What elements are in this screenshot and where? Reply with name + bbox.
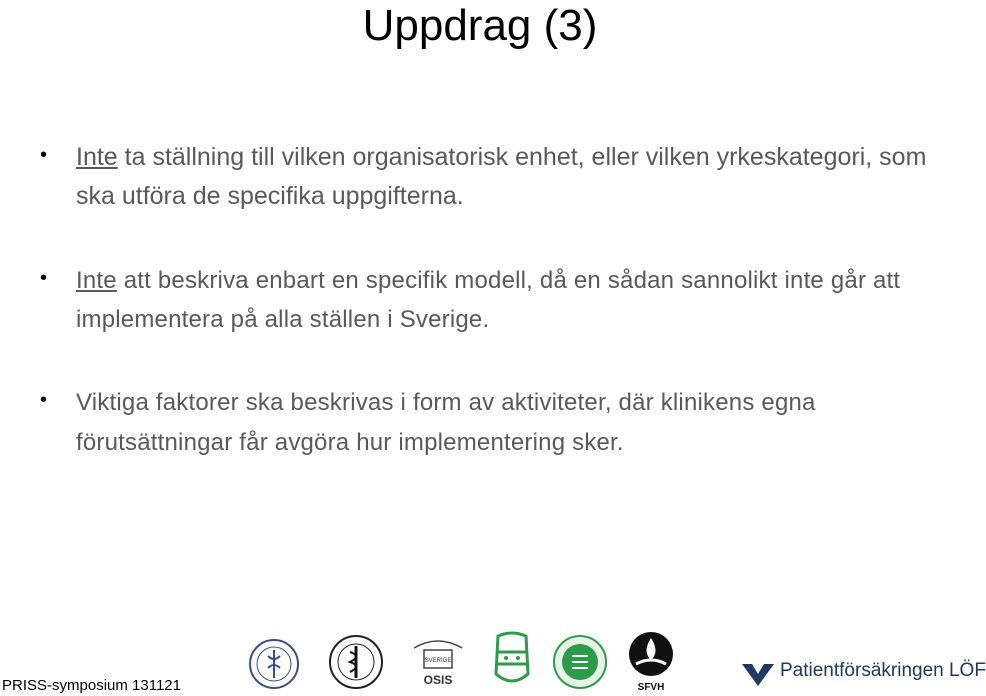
sfvh-label: SFVH: [637, 682, 665, 693]
patientforsakringen-logo: [740, 662, 776, 688]
bullet-dot-icon: •: [40, 389, 48, 411]
bullet-list: [40, 138, 930, 463]
osis-label: OSIS: [423, 673, 453, 687]
green-society-logo: [552, 634, 608, 690]
bullet-text: ta ställning till vilken organisatorisk enhet, eller vilken yrkeskategori, som ska utföra de specifika uppgifterna.: [76, 143, 927, 210]
bullet-item-1: [40, 138, 930, 216]
footer-text: PRISS-symposium 131121: [2, 677, 181, 694]
bullet-underlined-word: Inte: [76, 267, 117, 294]
osis-sverige-label: SVERIGE: [424, 658, 452, 664]
bullet-text: Viktiga faktorer ska beskrivas i form av aktiviteter, där klinikens egna förutsättningar får avgöra hur implementering sker.: [76, 389, 816, 456]
osis-logo: [408, 634, 468, 690]
sfvh-logo: [626, 630, 676, 692]
bullet-underlined-word: Inte: [76, 143, 118, 171]
bullet-text: att beskriva enbart en specifik modell, då en sådan sannolikt inte går att implementera på alla ställen i Sverige.: [76, 267, 901, 333]
orthopedic-society-logo: [248, 638, 300, 690]
bullet-item-3: [40, 383, 930, 463]
surgeon-mask-logo: [490, 630, 534, 690]
brand-name: Patientförsäkringen LÖF: [780, 660, 986, 681]
slide-title: Uppdrag (3): [362, 1, 598, 50]
bullet-dot-icon: •: [40, 144, 48, 166]
infection-physicians-logo: [328, 634, 384, 690]
bullet-item-2: [40, 261, 930, 339]
bullet-dot-icon: •: [40, 267, 48, 289]
